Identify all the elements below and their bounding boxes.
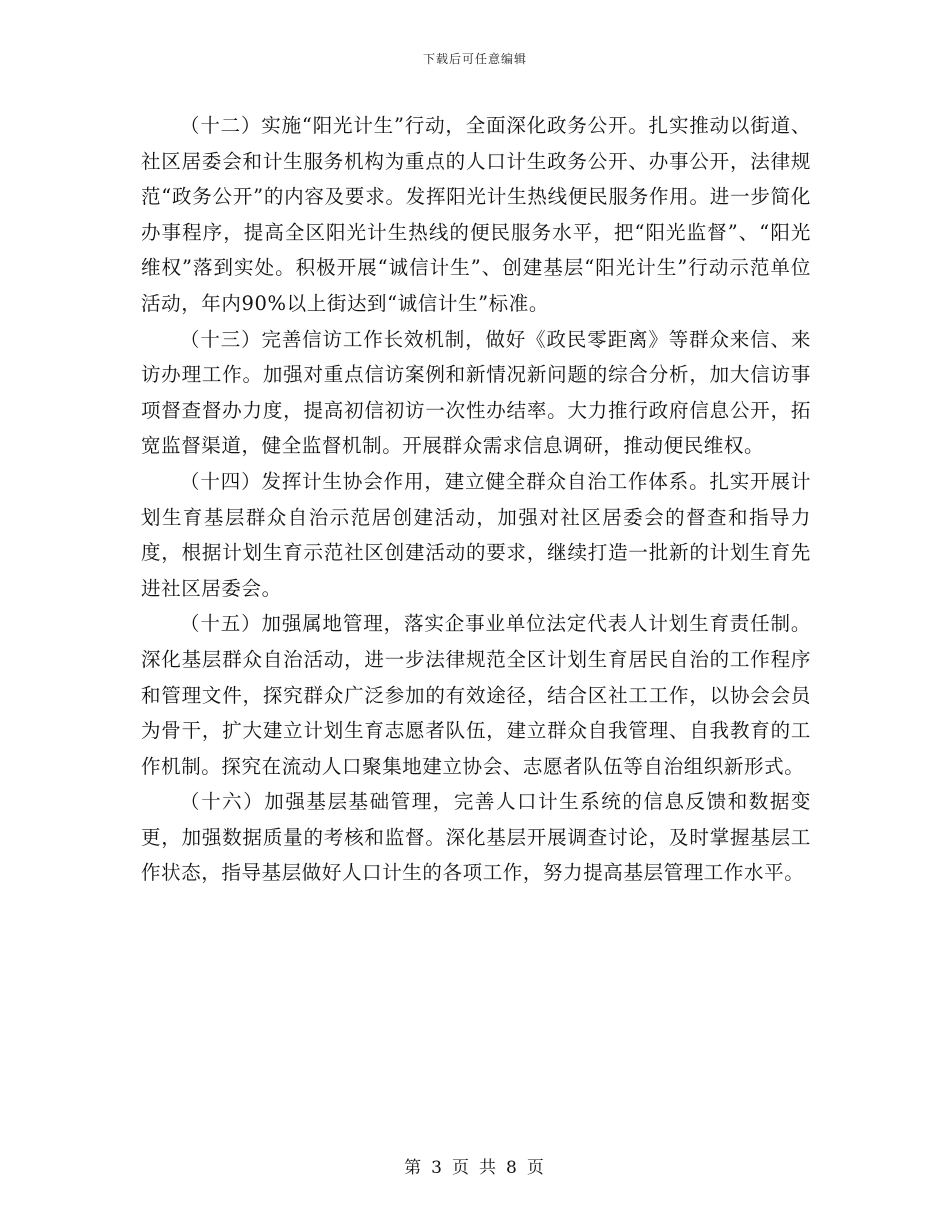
footer-prefix: 第 <box>404 1158 424 1178</box>
footer-suffix: 页 <box>526 1158 546 1178</box>
page-header: 下载后可任意编辑 <box>422 52 527 66</box>
document-body <box>141 108 811 891</box>
paragraph-13: （十三）完善信访工作长效机制，做好《政民零距离》等群众来信、来访办理工作。加强对重点信访案例和新情况新问题的综合分析，加大信访事项督查督办力度，提高初信初访一次性办结率。大力推行政府信息公开，拓宽监督渠道，健全监督机制。开展群众需求信息调研，推动便民维权。 <box>141 327 811 458</box>
footer-current-page: 3 <box>431 1158 444 1178</box>
footer-page-word: 页 <box>452 1158 471 1178</box>
paragraph-12: （十二）实施“阳光计生”行动，全面深化政务公开。扎实推动以街道、社区居委会和计生服务机构为重点的人口计生政务公开、办事公开，法律规范“政务公开”的内容及要求。发挥阳光计生热线便民服务作用。进一步简化办事程序，提高全区阳光计生热线的便民服务水平，把“阳光监督”、“阳光维权”落到实处。积极开展“诚信计生”、创建基层“阳光计生”行动示范单位活动，年内90%以上街达到“诚信计生”标准。 <box>141 114 811 315</box>
footer-total-pages: 8 <box>506 1158 519 1178</box>
paragraph-16: （十六）加强基层基础管理，完善人口计生系统的信息反馈和数据变更，加强数据质量的考核和监督。深化基层开展调查讨论，及时掌握基层工作状态，指导基层做好人口计生的各项工作，努力提高基层管理工作水平。 <box>141 790 811 885</box>
footer-total-word: 共 <box>479 1158 498 1178</box>
paragraph-15: （十五）加强属地管理，落实企事业单位法定代表人计划生育责任制。深化基层群众自治活动，进一步法律规范全区计划生育居民自治的工作程序和管理文件，探究群众广泛参加的有效途径，结合区社工工作，以协会会员为骨干，扩大建立计划生育志愿者队伍，建立群众自我管理、自我教育的工作机制。探究在流动人口聚集地建立协会、志愿者队伍等自治组织新形式。 <box>141 612 811 778</box>
page-footer <box>0 1153 950 1178</box>
paragraph-14: （十四）发挥计生协会作用，建立健全群众自治工作体系。扎实开展计划生育基层群众自治示范居创建活动，加强对社区居委会的督查和指导力度，根据计划生育示范社区创建活动的要求，继续打造一批新的计划生育先进社区居委会。 <box>141 469 811 600</box>
